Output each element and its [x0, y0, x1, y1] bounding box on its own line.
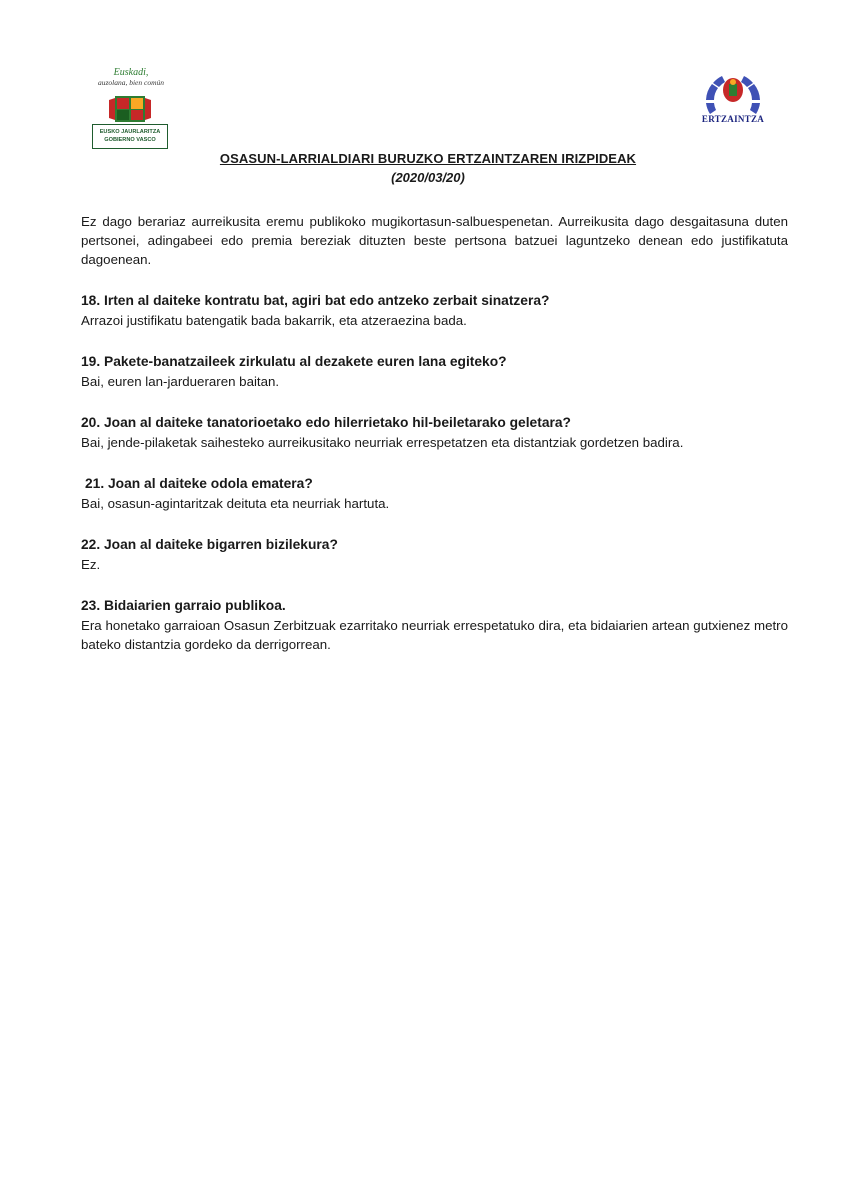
question: 20. Joan al daiteke tanatorioetako edo hilerrietako hil-beiletarako geletara? [81, 415, 571, 430]
intro-paragraph: Ez dago berariaz aurreikusita eremu publikoko mugikortasun-salbuespenetan. Aurreikusita dago desgaitasuna duten pertsonei, adingabeei edo premia bereziak dituzten beste pertsona batzuei laguntzeko denean edo justifikatuta dagoenean. [81, 214, 788, 267]
question: 23. Bidaiarien garraio publikoa. [81, 598, 286, 613]
document-header [0, 150, 850, 188]
question: 19. Pakete-banatzaileek zirkulatu al dezakete euren lana egiteko? [81, 354, 507, 369]
ertzaintza-logo [700, 70, 766, 130]
qa-item [81, 596, 788, 654]
document-title: OSASUN-LARRIALDIARI BURUZKO ERTZAINTZAREN IRIZPIDEAK [219, 151, 637, 166]
qa-item [81, 291, 788, 330]
answer: Ez. [81, 557, 101, 572]
coat-of-arms-icon [107, 94, 153, 124]
document-date: (2020/03/20) [391, 170, 465, 185]
qa-item [81, 413, 788, 452]
answer: Arrazoi justifikatu batengatik bada bakarrik, eta atzeraezina bada. [81, 313, 467, 328]
gov-name-spanish: GOBIERNO VASCO [104, 137, 156, 143]
slogan-line-1: Euskadi, [113, 67, 149, 78]
government-name [92, 124, 168, 149]
gov-name-basque: EUSKO JAURLARITZA [99, 129, 161, 135]
slogan [92, 68, 170, 88]
answer: Bai, jende-pilaketak saihesteko aurreikusitako neurriak errespetatzen eta distantziak gordetzen badira. [81, 435, 684, 450]
slogan-line-2: auzolana, bien común [97, 78, 165, 87]
answer: Era honetako garraioan Osasun Zerbitzuak ezarritako neurriak errespetatuko dira, eta bidaiarien artean gutxienez metro bateko distantzia gordeko da derrigorrean. [81, 618, 788, 652]
document-body [81, 212, 788, 676]
basque-government-logo [92, 68, 170, 150]
qa-item [81, 535, 788, 574]
answer: Bai, osasun-agintaritzak deituta eta neurriak hartuta. [81, 496, 390, 511]
question: 22. Joan al daiteke bigarren bizilekura? [81, 537, 338, 552]
qa-item [81, 352, 788, 391]
answer: Bai, euren lan-jardueraren baitan. [81, 374, 280, 389]
question: 18. Irten al daiteke kontratu bat, agiri bat edo antzeko zerbait sinatzera? [81, 293, 550, 308]
question: 21. Joan al daiteke odola ematera? [85, 476, 313, 491]
ertzaintza-name: ERTZAINTZA [701, 114, 765, 124]
qa-item [81, 474, 788, 513]
